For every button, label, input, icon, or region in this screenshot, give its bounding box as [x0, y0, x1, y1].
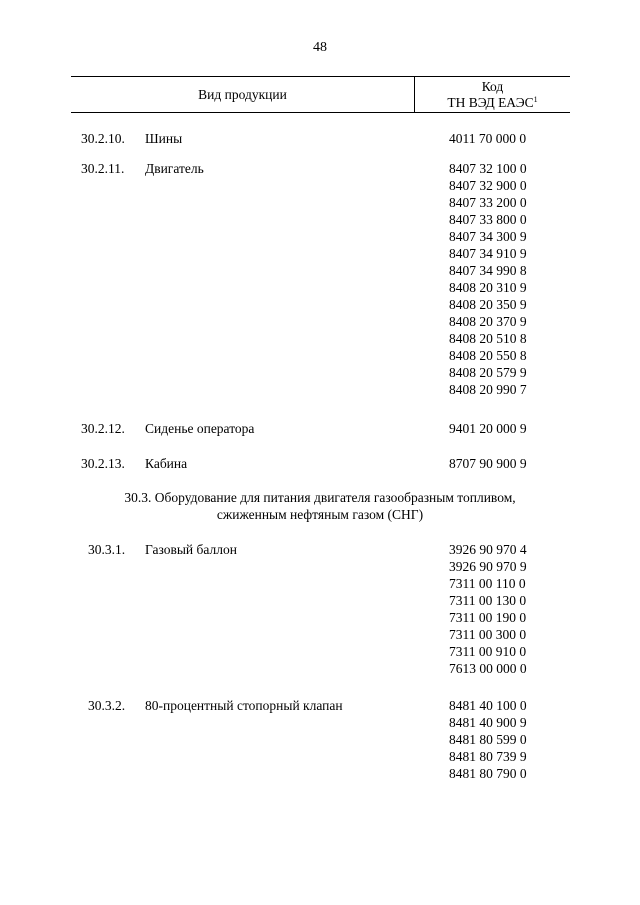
- code-value: 8408 20 370 9: [449, 314, 527, 329]
- code-value: 8408 20 990 7: [449, 382, 527, 397]
- code-column-header: [415, 77, 570, 112]
- code-value: 7311 00 190 0: [449, 610, 527, 625]
- code-value: 8407 32 100 0: [449, 161, 527, 176]
- row-number: 30.3.1.: [88, 542, 126, 557]
- code-value: 8407 33 800 0: [449, 212, 527, 227]
- footnote-marker: 1: [533, 94, 538, 104]
- code-value: 8407 33 200 0: [449, 195, 527, 210]
- code-value: 7311 00 110 0: [449, 576, 526, 591]
- code-value: 4011 70 000 0: [449, 131, 527, 146]
- product-name: Сиденье оператора: [145, 421, 255, 436]
- code-value: 8481 80 739 9: [449, 749, 527, 764]
- code-value: 8481 40 100 0: [449, 698, 527, 713]
- code-value: 8407 34 300 9: [449, 229, 527, 244]
- section-heading: [0, 489, 640, 523]
- page-number: 48: [313, 40, 327, 55]
- code-value: 3926 90 970 4: [449, 542, 527, 557]
- product-name: Кабина: [145, 456, 188, 471]
- code-list: [449, 160, 527, 398]
- code-value: 8481 80 599 0: [449, 732, 527, 747]
- code-value: 7311 00 130 0: [449, 593, 527, 608]
- row-number: 30.3.2.: [88, 698, 126, 713]
- code-list: [449, 541, 527, 677]
- code-header-line1: Код: [481, 78, 504, 94]
- code-value: 8481 80 790 0: [449, 766, 527, 781]
- row-number: 30.2.10.: [81, 131, 125, 146]
- code-list: [449, 420, 527, 437]
- code-list: [449, 697, 527, 782]
- code-header-line2: ТН ВЭД ЕАЭС$^1$: [447, 94, 538, 110]
- section-heading-line2: сжиженным нефтяным газом (СНГ): [216, 507, 424, 522]
- code-value: 8407 34 990 8: [449, 263, 527, 278]
- product-name: Газовый баллон: [145, 542, 237, 557]
- code-value: 7613 00 000 0: [449, 661, 527, 676]
- section-heading-line1: 30.3. Оборудование для питания двигателя газообразным топливом,: [124, 490, 516, 505]
- product-column-header: Вид продукции: [198, 86, 287, 102]
- code-value: 7311 00 910 0: [449, 644, 527, 659]
- code-value: 8408 20 310 9: [449, 280, 527, 295]
- code-value: 8408 20 510 8: [449, 331, 527, 346]
- code-list: [449, 455, 527, 472]
- code-value: 8707 90 900 9: [449, 456, 527, 471]
- table-header: [71, 76, 570, 113]
- code-value: 7311 00 300 0: [449, 627, 527, 642]
- row-number: 30.2.13.: [81, 456, 125, 471]
- code-value: 3926 90 970 9: [449, 559, 527, 574]
- row-number: 30.2.11.: [81, 161, 125, 176]
- product-name: Шины: [145, 131, 183, 146]
- code-value: 8407 34 910 9: [449, 246, 527, 261]
- row-number: 30.2.12.: [81, 421, 125, 436]
- code-value: 8408 20 579 9: [449, 365, 527, 380]
- product-name: Двигатель: [145, 161, 204, 176]
- code-value: 8481 40 900 9: [449, 715, 527, 730]
- code-list: [449, 130, 526, 147]
- product-name: 80-процентный стопорный клапан: [145, 698, 343, 713]
- code-value: 8407 32 900 0: [449, 178, 527, 193]
- code-value: 9401 20 000 9: [449, 421, 527, 436]
- code-value: 8408 20 350 9: [449, 297, 527, 312]
- code-value: 8408 20 550 8: [449, 348, 527, 363]
